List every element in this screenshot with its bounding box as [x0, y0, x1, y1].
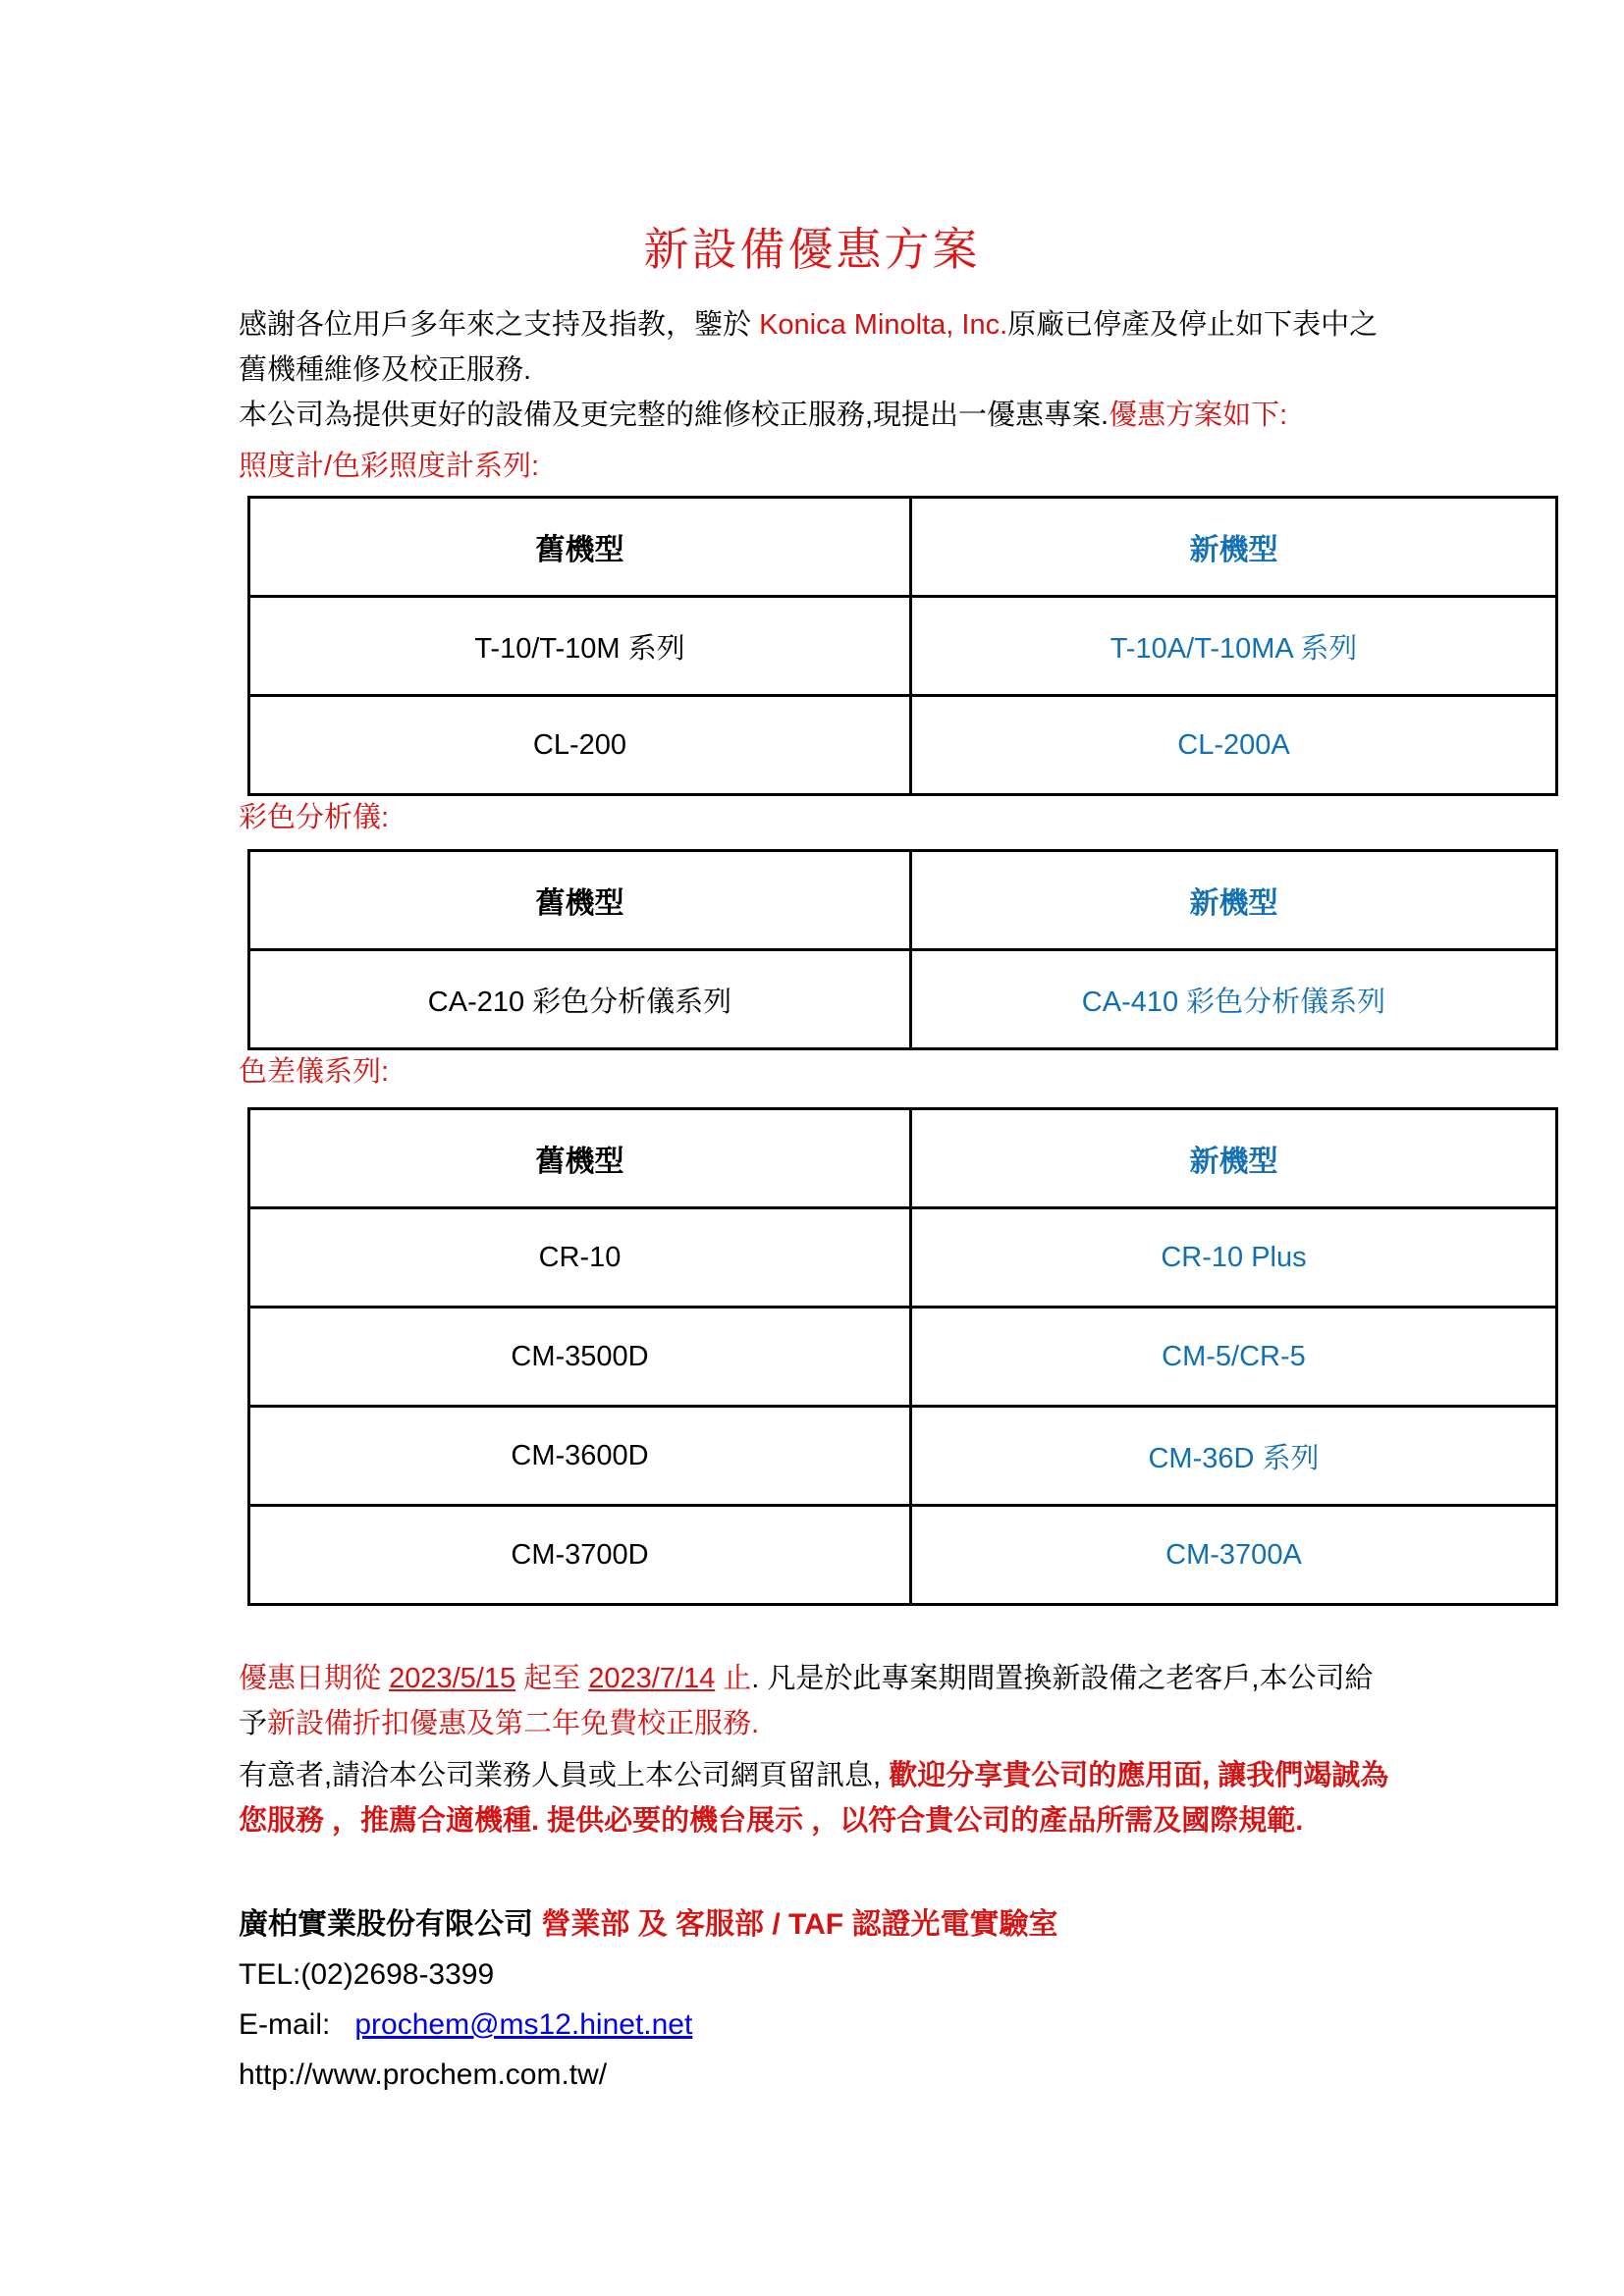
model-table [247, 1107, 1558, 1606]
table-row [249, 696, 1557, 795]
text-run: 本公司為提供更好的設備及更完整的維修校正服務,現提出一優惠專案. [239, 400, 1110, 431]
text-run: 感謝各位用戶多年來之支持及指教，鑒於 [239, 309, 760, 341]
new-model-cell: CM-36D 系列 [910, 1407, 1556, 1506]
table-header-row [249, 498, 1557, 597]
table-row [249, 1308, 1557, 1407]
new-model-header: 新機型 [910, 498, 1556, 597]
promo-line [239, 1656, 1554, 1701]
new-model-cell: CM-3700A [910, 1506, 1556, 1605]
model-table [247, 849, 1558, 1050]
text-run: Konica Minolta, Inc. [759, 309, 1008, 341]
product-section [239, 444, 1574, 796]
product-section [239, 795, 1574, 1050]
old-model-cell: CL-200 [249, 696, 911, 795]
text-run: 止 [715, 1663, 752, 1694]
intro-paragraphs [239, 302, 1544, 438]
text-run: 優惠日期從 [239, 1663, 390, 1694]
text-run: 您服務 ，推薦合適機種. 提供必要的機台展示 ，以符合貴公司的產品所需及國際規範. [239, 1805, 1304, 1837]
page-title: 新設備優惠方案 [643, 224, 981, 275]
section-label: 彩色分析儀: [239, 802, 390, 833]
new-model-cell: T-10A/T-10MA 系列 [910, 597, 1556, 696]
footer-contact-block [239, 1899, 1554, 2100]
text-run: 新設備折扣優惠及第二年免費校正服務. [267, 1708, 760, 1739]
promo-period-paragraph [239, 1656, 1554, 1746]
company-line [239, 1899, 1554, 1949]
old-model-cell: CA-210 彩色分析儀系列 [249, 950, 911, 1049]
new-model-cell: CL-200A [910, 696, 1556, 795]
promo-paragraphs [239, 1656, 1554, 1843]
email-line [239, 2000, 1554, 2050]
old-model-cell: CR-10 [249, 1208, 911, 1308]
table-row [249, 597, 1557, 696]
old-model-cell: CM-3500D [249, 1308, 911, 1407]
promo-line [239, 1798, 1554, 1843]
table-row [249, 1208, 1557, 1308]
new-model-header: 新機型 [910, 1109, 1556, 1208]
table-header-row [249, 851, 1557, 950]
text-run: 2023/5/15 [389, 1663, 516, 1694]
text-run: 歡迎分享貴公司的應用面, 讓我們竭誠為 [889, 1760, 1389, 1791]
old-model-cell: CM-3700D [249, 1506, 911, 1605]
model-table [247, 496, 1558, 796]
table-row [249, 1407, 1557, 1506]
intro-line [239, 302, 1544, 347]
text-run: 優惠方案如下: [1109, 400, 1288, 431]
text-run: 2023/7/14 [588, 1663, 716, 1694]
table-header-row [249, 1109, 1557, 1208]
new-model-cell: CM-5/CR-5 [910, 1308, 1556, 1407]
intro-line [239, 347, 1544, 393]
promo-line [239, 1701, 1554, 1746]
text-run: 有意者,請洽本公司業務人員或上本公司網頁留訊息, [239, 1760, 890, 1791]
promo-contact-paragraph [239, 1753, 1554, 1843]
text-run: 廣柏實業股份有限公司 [239, 1908, 542, 1941]
old-model-header: 舊機型 [249, 498, 911, 597]
new-model-cell: CA-410 彩色分析儀系列 [910, 950, 1556, 1049]
text-run: 起至 [515, 1663, 589, 1694]
text-run: 營業部 及 客服部 / TAF 認證光電實驗室 [541, 1908, 1058, 1941]
product-section [239, 1049, 1574, 1606]
old-model-header: 舊機型 [249, 851, 911, 950]
new-model-cell: CR-10 Plus [910, 1208, 1556, 1308]
new-model-header: 新機型 [910, 851, 1556, 950]
table-row [249, 950, 1557, 1049]
promo-line [239, 1753, 1554, 1798]
text-run: 予 [239, 1708, 268, 1739]
email-link[interactable]: prochem@ms12.hinet.net [354, 2008, 693, 2041]
text-run: . 凡是於此專案期間置換新設備之老客戶,本公司給 [751, 1663, 1374, 1694]
section-label: 照度計/色彩照度計系列: [239, 451, 540, 482]
text-run: http://www.prochem.com.tw/ [239, 2058, 608, 2091]
tel-line [239, 1949, 1554, 2000]
text-run: 原廠已停產及停止如下表中之 [1007, 309, 1379, 341]
old-model-cell: CM-3600D [249, 1407, 911, 1506]
text-run: TEL:(02)2698-3399 [239, 1958, 495, 1991]
section-label: 色差儀系列: [239, 1056, 390, 1088]
table-row [249, 1506, 1557, 1605]
intro-line [239, 393, 1544, 438]
website-line [239, 2050, 1554, 2100]
old-model-cell: T-10/T-10M 系列 [249, 597, 911, 696]
text-run: E-mail: [239, 2008, 355, 2041]
old-model-header: 舊機型 [249, 1109, 911, 1208]
text-run: 舊機種維修及校正服務. [239, 354, 532, 386]
